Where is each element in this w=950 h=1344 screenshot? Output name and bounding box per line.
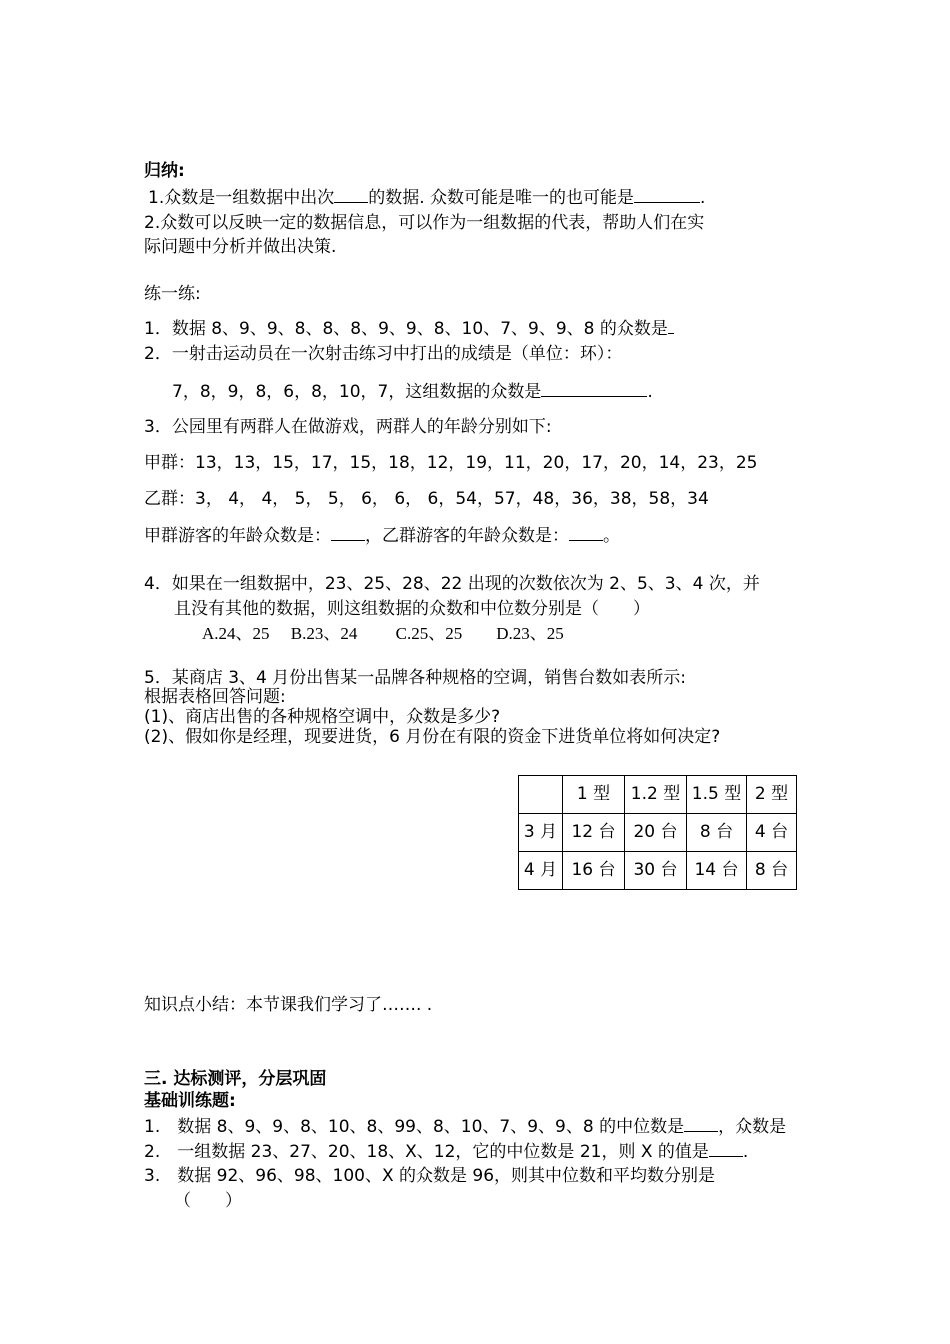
practice-q1 xyxy=(144,317,674,340)
practice-q2-line1: 2．一射击运动员在一次射击练习中打出的成绩是（单位：环）： xyxy=(144,344,623,364)
table-cell: 16 台 xyxy=(563,852,625,890)
summary-item-1-text-b: 的数据. 众数可能是唯一的也可能是 xyxy=(368,188,635,208)
table-cell: 8 台 xyxy=(687,814,747,852)
table-cell: 14 台 xyxy=(687,852,747,890)
practice-q3-ask-c: 。 xyxy=(603,526,620,546)
answer-blank xyxy=(334,186,368,203)
practice-q5-line3: (1)、商店出售的各种规格空调中，众数是多少? xyxy=(144,707,501,727)
table-cell: 3 月 xyxy=(519,814,563,852)
practice-q4-line2: 且没有其他的数据，则这组数据的众数和中位数分别是（ ） xyxy=(174,599,650,619)
table-header-cell xyxy=(519,776,563,814)
practice-q3-ask-a: 甲群游客的年龄众数是： xyxy=(144,526,331,546)
practice-q5-line2: 根据表格回答问题: xyxy=(144,687,286,707)
table-header-cell: 2 型 xyxy=(747,776,797,814)
section3-q1 xyxy=(144,1115,786,1138)
summary-item-1-text-c: . xyxy=(700,188,706,208)
answer-blank xyxy=(709,1140,743,1157)
practice-q3-group-b: 乙群：3， 4， 4， 5， 5， 6， 6， 6，54，57，48，36，38，58，34 xyxy=(144,489,709,509)
summary-item-1 xyxy=(148,186,705,209)
sales-table xyxy=(518,775,797,890)
section3-q1-text-a: 1. 数据 8、9、9、8、10、8、99、8、10、7、9、9、8 的中位数是 xyxy=(144,1117,685,1137)
practice-q1-text: 1．数据 8、9、9、8、8、8、9、9、8、10、7、9、9、8 的众数是 xyxy=(144,319,668,339)
section3-q1-text-b: ，众数是 xyxy=(718,1117,787,1137)
section3-q3-line2: （ ） xyxy=(174,1191,242,1211)
practice-q2-line2 xyxy=(172,380,653,403)
answer-blank xyxy=(684,1115,718,1132)
table-cell: 8 台 xyxy=(747,852,797,890)
table-row xyxy=(519,814,797,852)
summary-item-2-line1: 2.众数可以反映一定的数据信息，可以作为一组数据的代表，帮助人们在实 xyxy=(144,213,705,233)
practice-q5-line4: (2)、假如你是经理，现要进货，6 月份在有限的资金下进货单位将如何决定? xyxy=(144,727,721,747)
section3-q2-text-a: 2. 一组数据 23、27、20、18、X、12，它的中位数是 21，则 X 的值是 xyxy=(144,1142,709,1162)
section3-q2 xyxy=(144,1140,748,1163)
table-header-cell: 1.5 型 xyxy=(687,776,747,814)
summary-item-2-line2: 际问题中分析并做出决策. xyxy=(144,237,337,257)
practice-q3-line1: 3．公园里有两群人在做游戏，两群人的年龄分别如下: xyxy=(144,417,552,437)
answer-blank xyxy=(668,317,674,334)
answer-blank xyxy=(331,524,365,541)
knowledge-summary: 知识点小结：本节课我们学习了……. . xyxy=(144,995,433,1015)
table-header-cell: 1 型 xyxy=(563,776,625,814)
practice-q3-group-a: 甲群：13，13，15，17，15，18，12，19，11，20，17，20，14，23，25 xyxy=(144,453,758,473)
section3-q3-line1: 3. 数据 92、96、98、100、X 的众数是 96，则其中位数和平均数分别是 xyxy=(144,1166,716,1186)
table-header-cell: 1.2 型 xyxy=(625,776,687,814)
section3-subheading: 基础训练题: xyxy=(144,1091,236,1111)
practice-q4-line1: 4．如果在一组数据中，23、25、28、22 出现的次数依次为 2、5、3、4 次，并 xyxy=(144,574,760,594)
table-header-row xyxy=(519,776,797,814)
summary-item-1-text-a: 1.众数是一组数据中出次 xyxy=(148,188,335,208)
table-cell: 4 月 xyxy=(519,852,563,890)
answer-blank xyxy=(541,380,647,397)
practice-q2-end: . xyxy=(647,382,653,402)
table-cell: 20 台 xyxy=(625,814,687,852)
section3-heading: 三. 达标测评，分层巩固 xyxy=(144,1069,327,1089)
table-cell: 4 台 xyxy=(747,814,797,852)
table-cell: 30 台 xyxy=(625,852,687,890)
summary-heading: 归纳: xyxy=(144,161,185,181)
section3-q2-text-b: . xyxy=(742,1142,749,1162)
answer-blank xyxy=(634,186,700,203)
table-cell: 12 台 xyxy=(563,814,625,852)
practice-q3-ask-b: ，乙群游客的年龄众数是： xyxy=(365,526,569,546)
practice-q3-ask xyxy=(144,524,620,547)
practice-q4-options: A.24、25 B.23、24 C.25、25 D.23、25 xyxy=(202,624,564,643)
practice-q2-text: 7，8，9，8，6，8，10，7，这组数据的众数是 xyxy=(172,382,542,402)
answer-blank xyxy=(569,524,603,541)
practice-q5-line1: 5．某商店 3、4 月份出售某一品牌各种规格的空调，销售台数如表所示: xyxy=(144,668,686,688)
table-row xyxy=(519,852,797,890)
practice-heading: 练一练: xyxy=(144,284,201,304)
